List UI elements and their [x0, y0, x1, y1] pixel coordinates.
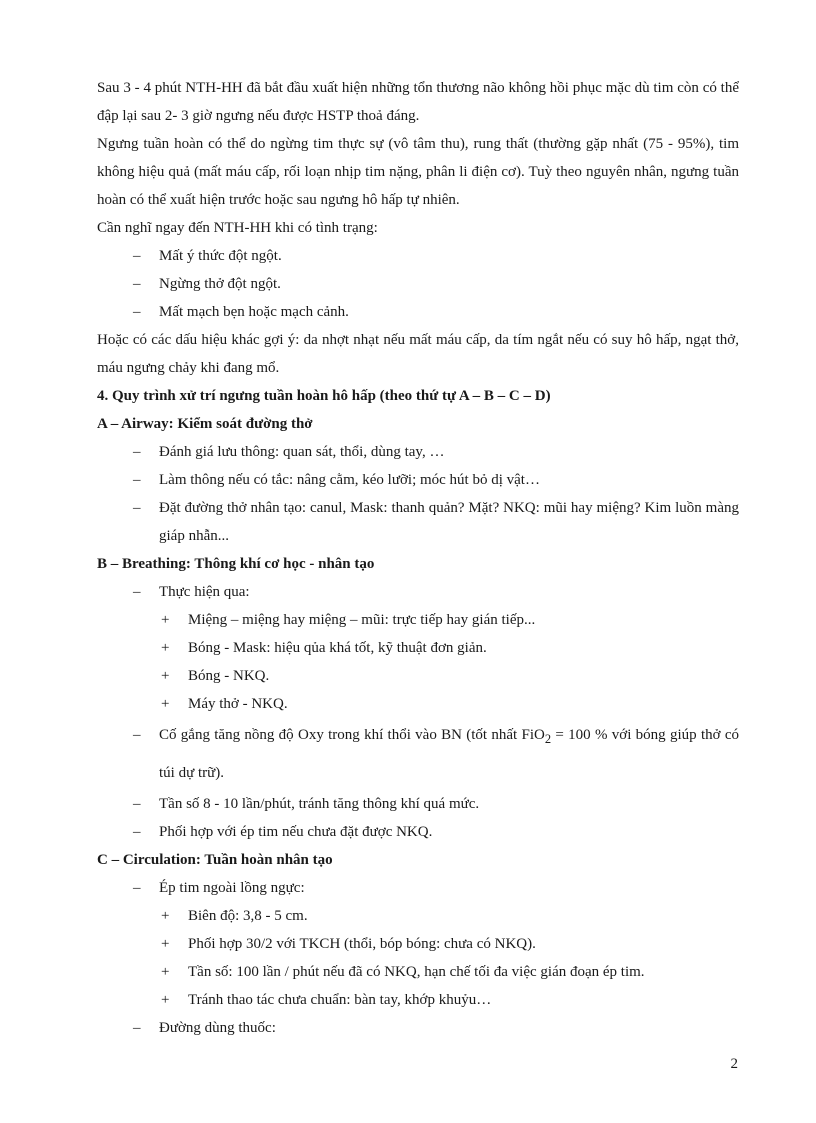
intro-paragraph-2: Ngưng tuần hoàn có thể do ngừng tim thực sự (vô tâm thu), rung thất (thường gặp nhất (75 - 95%), tim không hiệu quả (mất máu cấp, rối loạn nhịp tim nặng, phân li điện cơ). Tuỳ theo nguyên nhân, ngưng tuần hoàn có thể xuất hiện trước hoặc sau ngưng hô hấp tự nhiên.	[97, 136, 739, 208]
list-item: – Mất mạch bẹn hoặc mạch cảnh.	[97, 298, 739, 326]
sub-list-item: + Phối hợp 30/2 với TKCH (thổi, bóp bóng: chưa có NKQ).	[97, 930, 739, 958]
plus-bullet: +	[161, 936, 170, 952]
circulation-list	[97, 874, 739, 1042]
plus-bullet: +	[161, 992, 170, 1008]
dash-bullet: –	[133, 880, 141, 896]
circulation-heading: C – Circulation: Tuần hoàn nhân tạo	[97, 852, 333, 868]
signs-list	[97, 242, 739, 326]
dash-bullet: –	[133, 727, 141, 743]
plus-bullet: +	[161, 964, 170, 980]
dash-bullet: –	[133, 472, 141, 488]
sub-list-item: + Miệng – miệng hay miệng – mũi: trực tiếp hay gián tiếp...	[97, 606, 739, 634]
list-item: – Ép tim ngoài lồng ngực:	[97, 874, 739, 902]
dash-bullet: –	[133, 584, 141, 600]
fio2-subscript: 2	[544, 732, 552, 746]
sub-list-item: + Biên độ: 3,8 - 5 cm.	[97, 902, 739, 930]
page-number: 2	[730, 1056, 738, 1072]
list-item: – Đường dùng thuốc:	[97, 1014, 739, 1042]
list-item: – Tần số 8 - 10 lần/phút, tránh tăng thông khí quá mức.	[97, 790, 739, 818]
sub-list-item: + Tránh thao tác chưa chuẩn: bàn tay, khớp khuỷu…	[97, 986, 739, 1014]
document-body	[97, 74, 739, 1042]
list-item: – Mất ý thức đột ngột.	[97, 242, 739, 270]
intro-paragraph-1: Sau 3 - 4 phút NTH-HH đã bắt đầu xuất hiện những tổn thương não không hồi phục mặc dù tim còn có thể đập lại sau 2- 3 giờ ngưng nếu được HSTP thoả đáng.	[97, 80, 739, 124]
dash-bullet: –	[133, 276, 141, 292]
plus-bullet: +	[161, 612, 170, 628]
plus-bullet: +	[161, 908, 170, 924]
list-item: – Đặt đường thở nhân tạo: canul, Mask: thanh quản? Mặt? NKQ: mũi hay miệng? Kim luồn màng giáp nhẫn...	[97, 494, 739, 550]
dash-bullet: –	[133, 444, 141, 460]
dash-bullet: –	[133, 500, 141, 516]
list-item: – Đánh giá lưu thông: quan sát, thổi, dùng tay, …	[97, 438, 739, 466]
plus-bullet: +	[161, 668, 170, 684]
list-item: – Ngừng thở đột ngột.	[97, 270, 739, 298]
plus-bullet: +	[161, 696, 170, 712]
breathing-heading: B – Breathing: Thông khí cơ học - nhân tạo	[97, 556, 375, 572]
list-item: – Thực hiện qua:	[97, 578, 739, 606]
intro-paragraph-4: Hoặc có các dấu hiệu khác gợi ý: da nhợt nhạt nếu mất máu cấp, da tím ngắt nếu có suy hô hấp, ngạt thở, máu ngưng chảy khi đang mổ.	[97, 332, 739, 376]
dash-bullet: –	[133, 796, 141, 812]
airway-list	[97, 438, 739, 550]
dash-bullet: –	[133, 304, 141, 320]
list-item: – Làm thông nếu có tắc: nâng cằm, kéo lưỡi; móc hút bỏ dị vật…	[97, 466, 739, 494]
dash-bullet: –	[133, 824, 141, 840]
dash-bullet: –	[133, 1020, 141, 1036]
sub-list-item: + Máy thở - NKQ.	[97, 690, 739, 718]
sub-list-item: + Bóng - NKQ.	[97, 662, 739, 690]
plus-bullet: +	[161, 640, 170, 656]
sub-list-item: + Bóng - Mask: hiệu qủa khá tốt, kỹ thuật đơn giản.	[97, 634, 739, 662]
list-item: – Phối hợp với ép tim nếu chưa đặt được NKQ.	[97, 818, 739, 846]
airway-heading: A – Airway: Kiểm soát đường thở	[97, 416, 313, 432]
oxygen-list-item: – Cố gắng tăng nồng độ Oxy trong khí thổi vào BN (tốt nhất FiO$_2$ = 100 % với bóng giúp thở có túi dự trữ).	[97, 718, 739, 790]
breathing-list	[97, 578, 739, 846]
section-4-heading: 4. Quy trình xử trí ngưng tuần hoàn hô hấp (theo thứ tự A – B – C – D)	[97, 388, 551, 404]
sub-list-item: + Tần số: 100 lần / phút nếu đã có NKQ, hạn chế tối đa việc gián đoạn ép tim.	[97, 958, 739, 986]
intro-paragraph-3: Cần nghĩ ngay đến NTH-HH khi có tình trạng:	[97, 220, 378, 236]
dash-bullet: –	[133, 248, 141, 264]
